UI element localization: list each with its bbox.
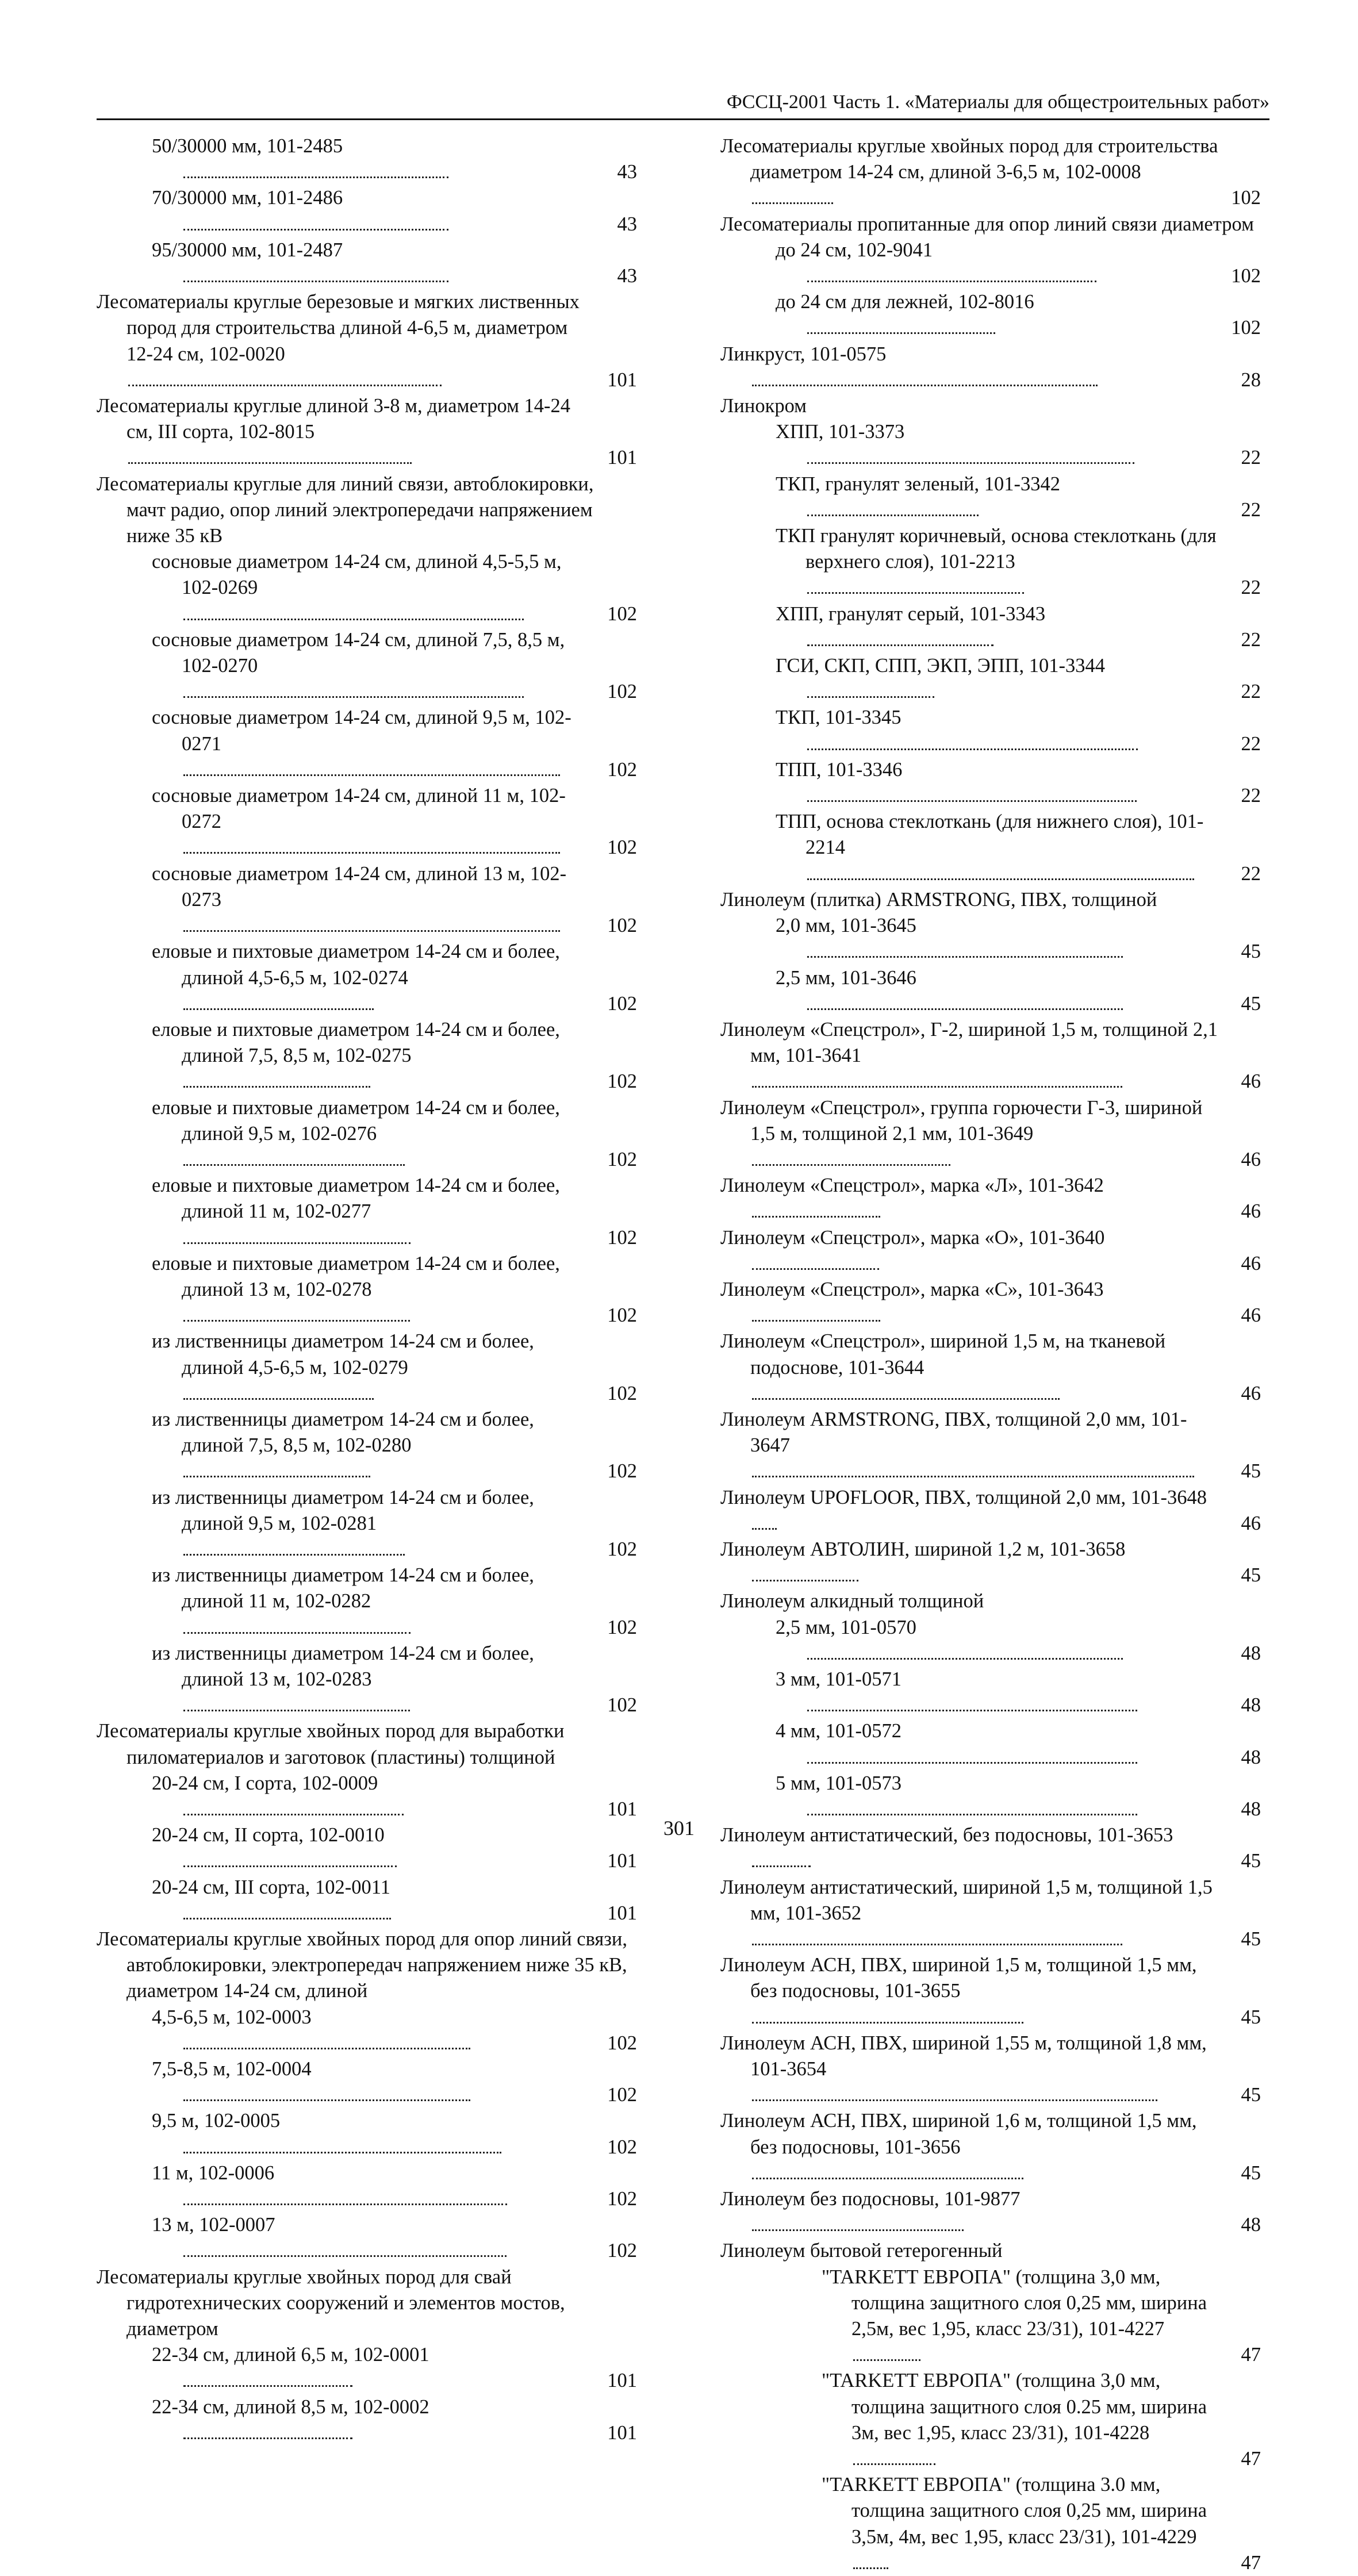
dot-leader [807,644,993,646]
index-entry-page: 102 [606,1225,637,1251]
index-entry-page: 102 [606,1147,637,1173]
dot-leader [752,1579,858,1581]
index-entry [720,1615,1261,1667]
index-entry-page: 45 [1240,1458,1261,1484]
index-entry-page: 43 [616,263,638,289]
index-entry-page: 43 [616,212,638,237]
index-entry [97,1926,637,2005]
dot-leader [807,592,1024,594]
index-entry [720,1225,1261,1277]
dot-leader [183,1553,405,1556]
dot-leader [183,1709,410,1711]
index-entry-text: 3 мм, 101-0571 [776,1668,902,1690]
dot-leader [752,202,833,204]
index-entry-page: 22 [1240,445,1261,471]
index-entry-text: 22-34 см, длиной 8,5 м, 102-0002 [152,2395,429,2418]
index-entry-page: 102 [606,1303,637,1329]
index-entry-text: из лиственницы диаметром 14-24 см и более, длиной 7,5, 8,5 м, 102-0280 [152,1408,534,1457]
dot-leader [183,1008,374,1010]
index-entry-text: 4 мм, 101-0572 [776,1720,902,1742]
dot-leader [752,1215,880,1218]
dot-leader [752,1527,777,1530]
index-entry-page: 102 [606,2238,637,2264]
index-entry-text: Линолеум АВТОЛИН, шириной 1,2 м, 101-3658 [720,1538,1126,1560]
index-entry-text: сосновые диаметром 14-24 см, длиной 7,5, 8,5 м, 102-0270 [152,628,565,677]
dot-leader [183,1917,391,1919]
dot-leader [183,1865,397,1867]
index-entry-page: 22 [1240,627,1261,653]
index-entry-text: ГСИ, СКП, СПП, ЭКП, ЭПП, 101-3344 [776,655,1105,677]
index-entry-text: ТКП, гранулят зеленый, 101-3342 [776,473,1061,495]
dot-leader [183,2203,507,2205]
dot-leader [853,2359,920,2361]
index-entry [97,2005,637,2056]
index-entry [97,471,637,550]
index-entry [720,1771,1261,1822]
dot-leader [807,800,1137,802]
index-column-left [97,133,637,2446]
index-entry-page: 47 [1240,2550,1261,2576]
index-entry-page: 45 [1240,991,1261,1017]
index-entry-page: 48 [1240,1745,1261,1771]
dot-leader [807,1657,1123,1660]
index-entry [720,1095,1261,1173]
index-entry [97,549,637,627]
index-entry-text: из лиственницы диаметром 14-24 см и более, длиной 13 м, 102-0283 [152,1642,534,1690]
index-entry [720,2186,1261,2238]
index-entry [97,861,637,939]
index-entry-text: 5 мм, 101-0573 [776,1772,902,1794]
dot-leader [807,878,1194,880]
dot-leader [807,1008,1123,1010]
index-entry [720,2030,1261,2109]
index-entry [720,705,1261,757]
index-entry-text: 13 м, 102-0007 [152,2214,275,2236]
index-entry-page: 48 [1240,1641,1261,1667]
index-entry-page: 101 [606,1848,637,1874]
dot-leader [183,2437,352,2439]
dot-leader [183,696,524,698]
index-entry-text: Линолеум антистатический, шириной 1,5 м, толщиной 1,5 мм, 101-3652 [720,1876,1213,1924]
index-entry-text: из лиственницы диаметром 14-24 см и более, длиной 11 м, 102-0282 [152,1564,534,1613]
index-entry-text: Лесоматериалы круглые для линий связи, автоблокировки, мачт радио, опор линий электропередачи напряжением ниже 35 кВ [97,473,594,547]
index-entry [97,1095,637,1173]
index-entry-page: 102 [606,2134,637,2160]
index-entry-page: 48 [1240,1796,1261,1822]
index-entry-text: сосновые диаметром 14-24 см, длиной 13 м, 102-0273 [152,862,567,911]
index-entry [97,2212,637,2264]
index-entry-page: 45 [1240,939,1261,965]
index-entry-page: 101 [606,1796,637,1822]
index-entry [720,2264,1261,2368]
index-entry-text: Лесоматериалы круглые хвойных пород для свай гидротехнических сооружений и элементов мостов, диаметром [97,2266,565,2340]
index-entry [97,1875,637,1926]
index-entry [720,393,1261,419]
index-entry [720,809,1261,887]
running-header: ФССЦ-2001 Часть 1. «Материалы для общестроительных работ» [97,91,1269,120]
page-number: 301 [663,1817,695,1840]
index-entry-text: Линолеум бытовой гетерогенный [720,2240,1003,2262]
index-entry-page: 22 [1240,783,1261,809]
index-entry-text: Лесоматериалы круглые хвойных пород для опор линий связи, автоблокировки, электропередач напряжением ниже 35 кВ, диаметром 14-24 см, длиной [97,1928,627,2002]
index-entry-text: Линолеум «Спецстрол», марка «Л», 101-3642 [720,1174,1104,1197]
index-entry [720,1407,1261,1485]
index-entry-text: Лесоматериалы круглые хвойных пород для выработки пиломатериалов и заготовок (пластины) толщиной [97,1720,565,1768]
index-entry [720,913,1261,965]
index-entry-text: Линолеум АСН, ПВХ, шириной 1,5 м, толщиной 1,5 мм, без подосновы, 101-3655 [720,1954,1197,2002]
index-entry-text: 2,5 мм, 101-0570 [776,1616,916,1638]
index-entry [720,419,1261,471]
index-entry-text: Линкруст, 101-0575 [720,343,887,365]
index-entry [720,1277,1261,1329]
index-entry-page: 101 [606,2420,637,2446]
index-entry-text: Линолеум алкидный толщиной [720,1590,984,1613]
index-entry-text: 2,0 мм, 101-3645 [776,915,916,937]
index-entry-text: ТПП, основа стеклоткань (для нижнего слоя), 101-2214 [776,811,1204,859]
dot-leader [183,2385,352,2387]
dot-leader [853,2463,935,2465]
index-entry [720,523,1261,601]
index-entry-page: 46 [1240,1069,1261,1095]
dot-leader [752,1164,950,1166]
index-entry-page: 102 [1230,263,1261,289]
index-entry-page: 102 [606,2082,637,2108]
dot-leader [183,1398,374,1400]
dot-leader [183,2099,470,2101]
dot-leader [807,748,1138,750]
index-entry-text: еловые и пихтовые диаметром 14-24 см и более, длиной 9,5 м, 102-0276 [152,1096,560,1145]
index-entry-page: 22 [1240,575,1261,601]
index-entry-text: еловые и пихтовые диаметром 14-24 см и более, длиной 7,5, 8,5 м, 102-0275 [152,1018,560,1067]
dot-leader [807,955,1123,958]
index-entry [720,1718,1261,1770]
index-entry-text: сосновые диаметром 14-24 см, длиной 11 м, 102-0272 [152,785,566,833]
index-entry-page: 102 [606,1381,637,1407]
index-entry-text: ТКП, 101-3345 [776,707,902,729]
index-entry [720,1485,1261,1537]
index-entry-page: 102 [1230,315,1261,341]
dot-leader [183,774,560,776]
index-entry [720,887,1261,913]
dot-leader [853,2567,888,2569]
index-entry-page: 102 [606,679,637,705]
index-entry-text: Линолеум UPOFLOOR, ПВХ, толщиной 2,0 мм, 101-3648 [720,1486,1207,1508]
index-entry-text: до 24 см для лежней, 102-8016 [776,291,1034,313]
dot-leader [752,2229,964,2231]
index-entry-text: 22-34 см, длиной 6,5 м, 102-0001 [152,2344,429,2366]
index-entry [720,341,1261,393]
index-entry-text: ХПП, гранулят серый, 101-3343 [776,602,1046,625]
index-entry [97,783,637,861]
index-entry [97,1718,637,1770]
index-entry-text: 2,5 мм, 101-3646 [776,966,916,989]
index-entry [720,1952,1261,2030]
dot-leader [807,280,1096,282]
dot-leader [128,384,442,386]
dot-leader [807,696,934,698]
index-entry [97,1407,637,1485]
dot-leader [183,1631,411,1634]
dot-leader [183,1085,370,1088]
index-entry [97,2160,637,2212]
index-entry [97,1017,637,1095]
index-entry-text: 20-24 см, II сорта, 102-0010 [152,1824,385,1846]
index-entry [97,237,637,289]
index-entry-page: 22 [1240,679,1261,705]
dot-leader [752,1268,879,1270]
dot-leader [183,2151,501,2153]
dot-leader [183,2255,507,2257]
dot-leader [752,1475,1194,1477]
index-entry [97,1329,637,1407]
index-entry [720,1173,1261,1224]
dot-leader [807,1709,1137,1711]
index-entry-page: 47 [1240,2446,1261,2472]
index-entry-text: "TARKETT ЕВРОПА" (толщина 3.0 мм, толщина защитного слоя 0,25 мм, ширина 3,5м, 4м, вес 1,95, класс 23/31), 101-4229 [822,2474,1207,2548]
index-entry-page: 45 [1240,2082,1261,2108]
index-entry-text: "TARKETT ЕВРОПА" (толщина 3,0 мм, толщина защитного слоя 0,25 мм, ширина 2,5м, вес 1,95, класс 23/31), 101-4227 [822,2266,1207,2340]
dot-leader [183,1475,370,1477]
index-entry-page: 46 [1240,1511,1261,1537]
index-entry [720,2472,1261,2576]
dot-leader [183,930,560,932]
index-entry [97,185,637,237]
dot-leader [807,514,979,516]
index-entry-text: 11 м, 102-0006 [152,2162,275,2184]
index-entry [97,1173,637,1251]
index-entry-text: до 24 см, 102-9041 [776,239,933,261]
index-entry-text: Линолеум ARMSTRONG, ПВХ, толщиной 2,0 мм, 101-3647 [720,1408,1187,1457]
index-entry-text: сосновые диаметром 14-24 см, длиной 9,5 м, 102-0271 [152,707,571,755]
dot-leader [752,1085,1122,1088]
dot-leader [807,1761,1137,1764]
dot-leader [183,2047,470,2049]
dot-leader [752,1865,811,1867]
index-entry-text: Линолеум «Спецстрол», Г-2, шириной 1,5 м, толщиной 2,1 мм, 101-3641 [720,1018,1218,1067]
dot-leader [752,1398,1060,1400]
dot-leader [183,1242,411,1244]
index-entry [97,2264,637,2343]
index-entry-text: Линолеум «Спецстрол», марка «О», 101-3640 [720,1226,1105,1249]
index-entry-page: 102 [1230,185,1261,211]
index-entry-page: 28 [1240,367,1261,393]
dot-leader [752,2021,1023,2024]
index-entry [97,2108,637,2160]
index-entry-text: еловые и пихтовые диаметром 14-24 см и более, длиной 4,5-6,5 м, 102-0274 [152,940,560,989]
index-entry-text: еловые и пихтовые диаметром 14-24 см и более, длиной 11 м, 102-0277 [152,1174,560,1223]
dot-leader [752,2177,1023,2179]
index-entry [97,2394,637,2446]
index-entry [720,757,1261,809]
dot-leader [752,1943,1122,1945]
index-entry-text: 4,5-6,5 м, 102-0003 [152,2006,312,2028]
dot-leader [752,2099,1157,2101]
index-entry-text: 70/30000 мм, 101-2486 [152,187,343,209]
index-entry-page: 102 [606,1615,637,1641]
index-entry-page: 46 [1240,1303,1261,1329]
index-entry-page: 48 [1240,2212,1261,2238]
index-entry-text: Линолеум без подосновы, 101-9877 [720,2188,1021,2210]
index-entry-text: 20-24 см, III сорта, 102-0011 [152,1876,390,1898]
index-entry-page: 48 [1240,1692,1261,1718]
index-entry-page: 22 [1240,861,1261,887]
index-entry [720,601,1261,653]
index-entry-page: 102 [606,991,637,1017]
index-entry-text: 20-24 см, I сорта, 102-0009 [152,1772,378,1794]
index-entry-text: еловые и пихтовые диаметром 14-24 см и более, длиной 13 м, 102-0278 [152,1252,560,1300]
index-entry-text: 50/30000 мм, 101-2485 [152,135,343,157]
index-entry [720,133,1261,212]
dot-leader [128,462,412,464]
index-entry-text: сосновые диаметром 14-24 см, длиной 4,5-5,5 м, 102-0269 [152,551,562,599]
index-entry-page: 102 [606,601,637,627]
index-entry-text: Линолеум «Спецстрол», группа горючести Г-3, шириной 1,5 м, толщиной 2,1 мм, 101-3649 [720,1096,1203,1145]
index-entry-page: 101 [606,445,637,471]
index-entry-page: 46 [1240,1199,1261,1224]
index-entry-page: 101 [606,1901,637,1926]
index-entry-text: Линолеум АСН, ПВХ, шириной 1,55 м, толщиной 1,8 мм, 101-3654 [720,2032,1207,2080]
index-entry-text: из лиственницы диаметром 14-24 см и более, длиной 4,5-6,5 м, 102-0279 [152,1330,534,1379]
index-entry [97,1563,637,1641]
dot-leader [183,618,524,620]
index-entry [97,393,637,471]
dot-leader [183,1319,410,1322]
index-entry [97,627,637,705]
index-entry-text: 7,5-8,5 м, 102-0004 [152,2058,312,2080]
dot-leader [183,851,560,854]
index-entry [720,2238,1261,2264]
index-entry [97,289,637,393]
index-entry-page: 102 [606,757,637,783]
index-entry-text: 9,5 м, 102-0005 [152,2110,281,2132]
dot-leader [183,228,448,231]
index-entry [720,653,1261,705]
index-entry [720,2368,1261,2472]
index-entry-page: 101 [606,367,637,393]
dot-leader [752,384,1098,386]
index-entry-page: 102 [606,1069,637,1095]
index-entry-text: Линолеум антистатический, без подосновы, 101-3653 [720,1824,1173,1846]
index-column-right [720,133,1261,2576]
index-entry-text: ХПП, 101-3373 [776,421,905,443]
index-entry-text: из лиственницы диаметром 14-24 см и более, длиной 9,5 м, 102-0281 [152,1486,534,1534]
index-entry [97,1641,637,1719]
index-entry-page: 45 [1240,2160,1261,2186]
index-entry-page: 102 [606,1458,637,1484]
index-entry-page: 45 [1240,2005,1261,2030]
index-entry-text: Линолеум АСН, ПВХ, шириной 1,6 м, толщиной 1,5 мм, без подосновы, 101-3656 [720,2110,1197,2158]
index-entry [97,705,637,783]
index-entry [720,471,1261,523]
index-entry-text: Лесоматериалы пропитанные для опор линий связи диаметром [720,213,1254,235]
index-entry-page: 102 [606,2030,637,2056]
index-entry-text: Линокром [720,395,807,417]
dot-leader [807,462,1134,464]
index-entry [720,212,1261,237]
index-entry-page: 102 [606,2186,637,2212]
index-entry [720,1588,1261,1614]
index-entry [720,237,1261,289]
index-entry-page: 43 [616,159,638,185]
index-entry-text: "TARKETT ЕВРОПА" (толщина 3,0 мм, толщина защитного слоя 0.25 мм, ширина 3м, вес 1,95, класс 23/31), 101-4228 [822,2370,1207,2444]
index-entry [97,1771,637,1822]
index-entry [720,1875,1261,1953]
index-entry-text: Лесоматериалы круглые березовые и мягких лиственных пород для строительства длиной 4-6,5 м, диаметром 12-24 см, 102-0020 [97,291,580,365]
index-entry-text: 95/30000 мм, 101-2487 [152,239,343,261]
index-entry-page: 45 [1240,1563,1261,1588]
index-entry-page: 47 [1240,2342,1261,2368]
index-entry-text: Лесоматериалы круглые хвойных пород для строительства диаметром 14-24 см, длиной 3-6,5 м, 102-0008 [720,135,1218,183]
index-entry-text: ТПП, 101-3346 [776,758,903,781]
index-entry-page: 45 [1240,1926,1261,1952]
index-entry [720,1017,1261,1095]
index-entry-page: 102 [606,1537,637,1563]
index-entry-page: 22 [1240,731,1261,757]
index-entry [720,1537,1261,1588]
index-entry [720,1329,1261,1407]
dot-leader [752,1319,880,1322]
index-entry [720,289,1261,341]
dot-leader [807,332,995,334]
index-entry-text: Лесоматериалы круглые длиной 3-8 м, диаметром 14-24 см, III сорта, 102-8015 [97,395,571,443]
index-entry-page: 102 [606,1692,637,1718]
index-entry-text: ТКП гранулят коричневый, основа стеклоткань (для верхнего слоя), 101-2213 [776,525,1217,573]
index-entry [97,939,637,1017]
index-entry-page: 46 [1240,1381,1261,1407]
index-entry [97,2056,637,2108]
index-entry [720,1667,1261,1718]
index-entry-text: Линолеум (плитка) ARMSTRONG, ПВХ, толщиной [720,888,1157,911]
index-entry-page: 101 [606,2368,637,2394]
dot-leader [183,280,448,282]
index-entry-text: Линолеум «Спецстрол», шириной 1,5 м, на тканевой подоснове, 101-3644 [720,1330,1166,1379]
index-entry-page: 46 [1240,1251,1261,1277]
index-entry-page: 102 [606,835,637,861]
index-entry [720,2108,1261,2186]
index-entry-page: 46 [1240,1147,1261,1173]
index-entry-text: Линолеум «Спецстрол», марка «С», 101-3643 [720,1278,1104,1300]
index-entry [97,1485,637,1563]
index-entry-page: 22 [1240,497,1261,523]
index-entry-page: 102 [606,913,637,939]
index-entry [97,133,637,185]
index-entry-page: 45 [1240,1848,1261,1874]
dot-leader [183,1164,405,1166]
dot-leader [183,176,448,178]
index-entry [720,965,1261,1017]
index-entry [97,2342,637,2394]
index-entry [97,1251,637,1329]
